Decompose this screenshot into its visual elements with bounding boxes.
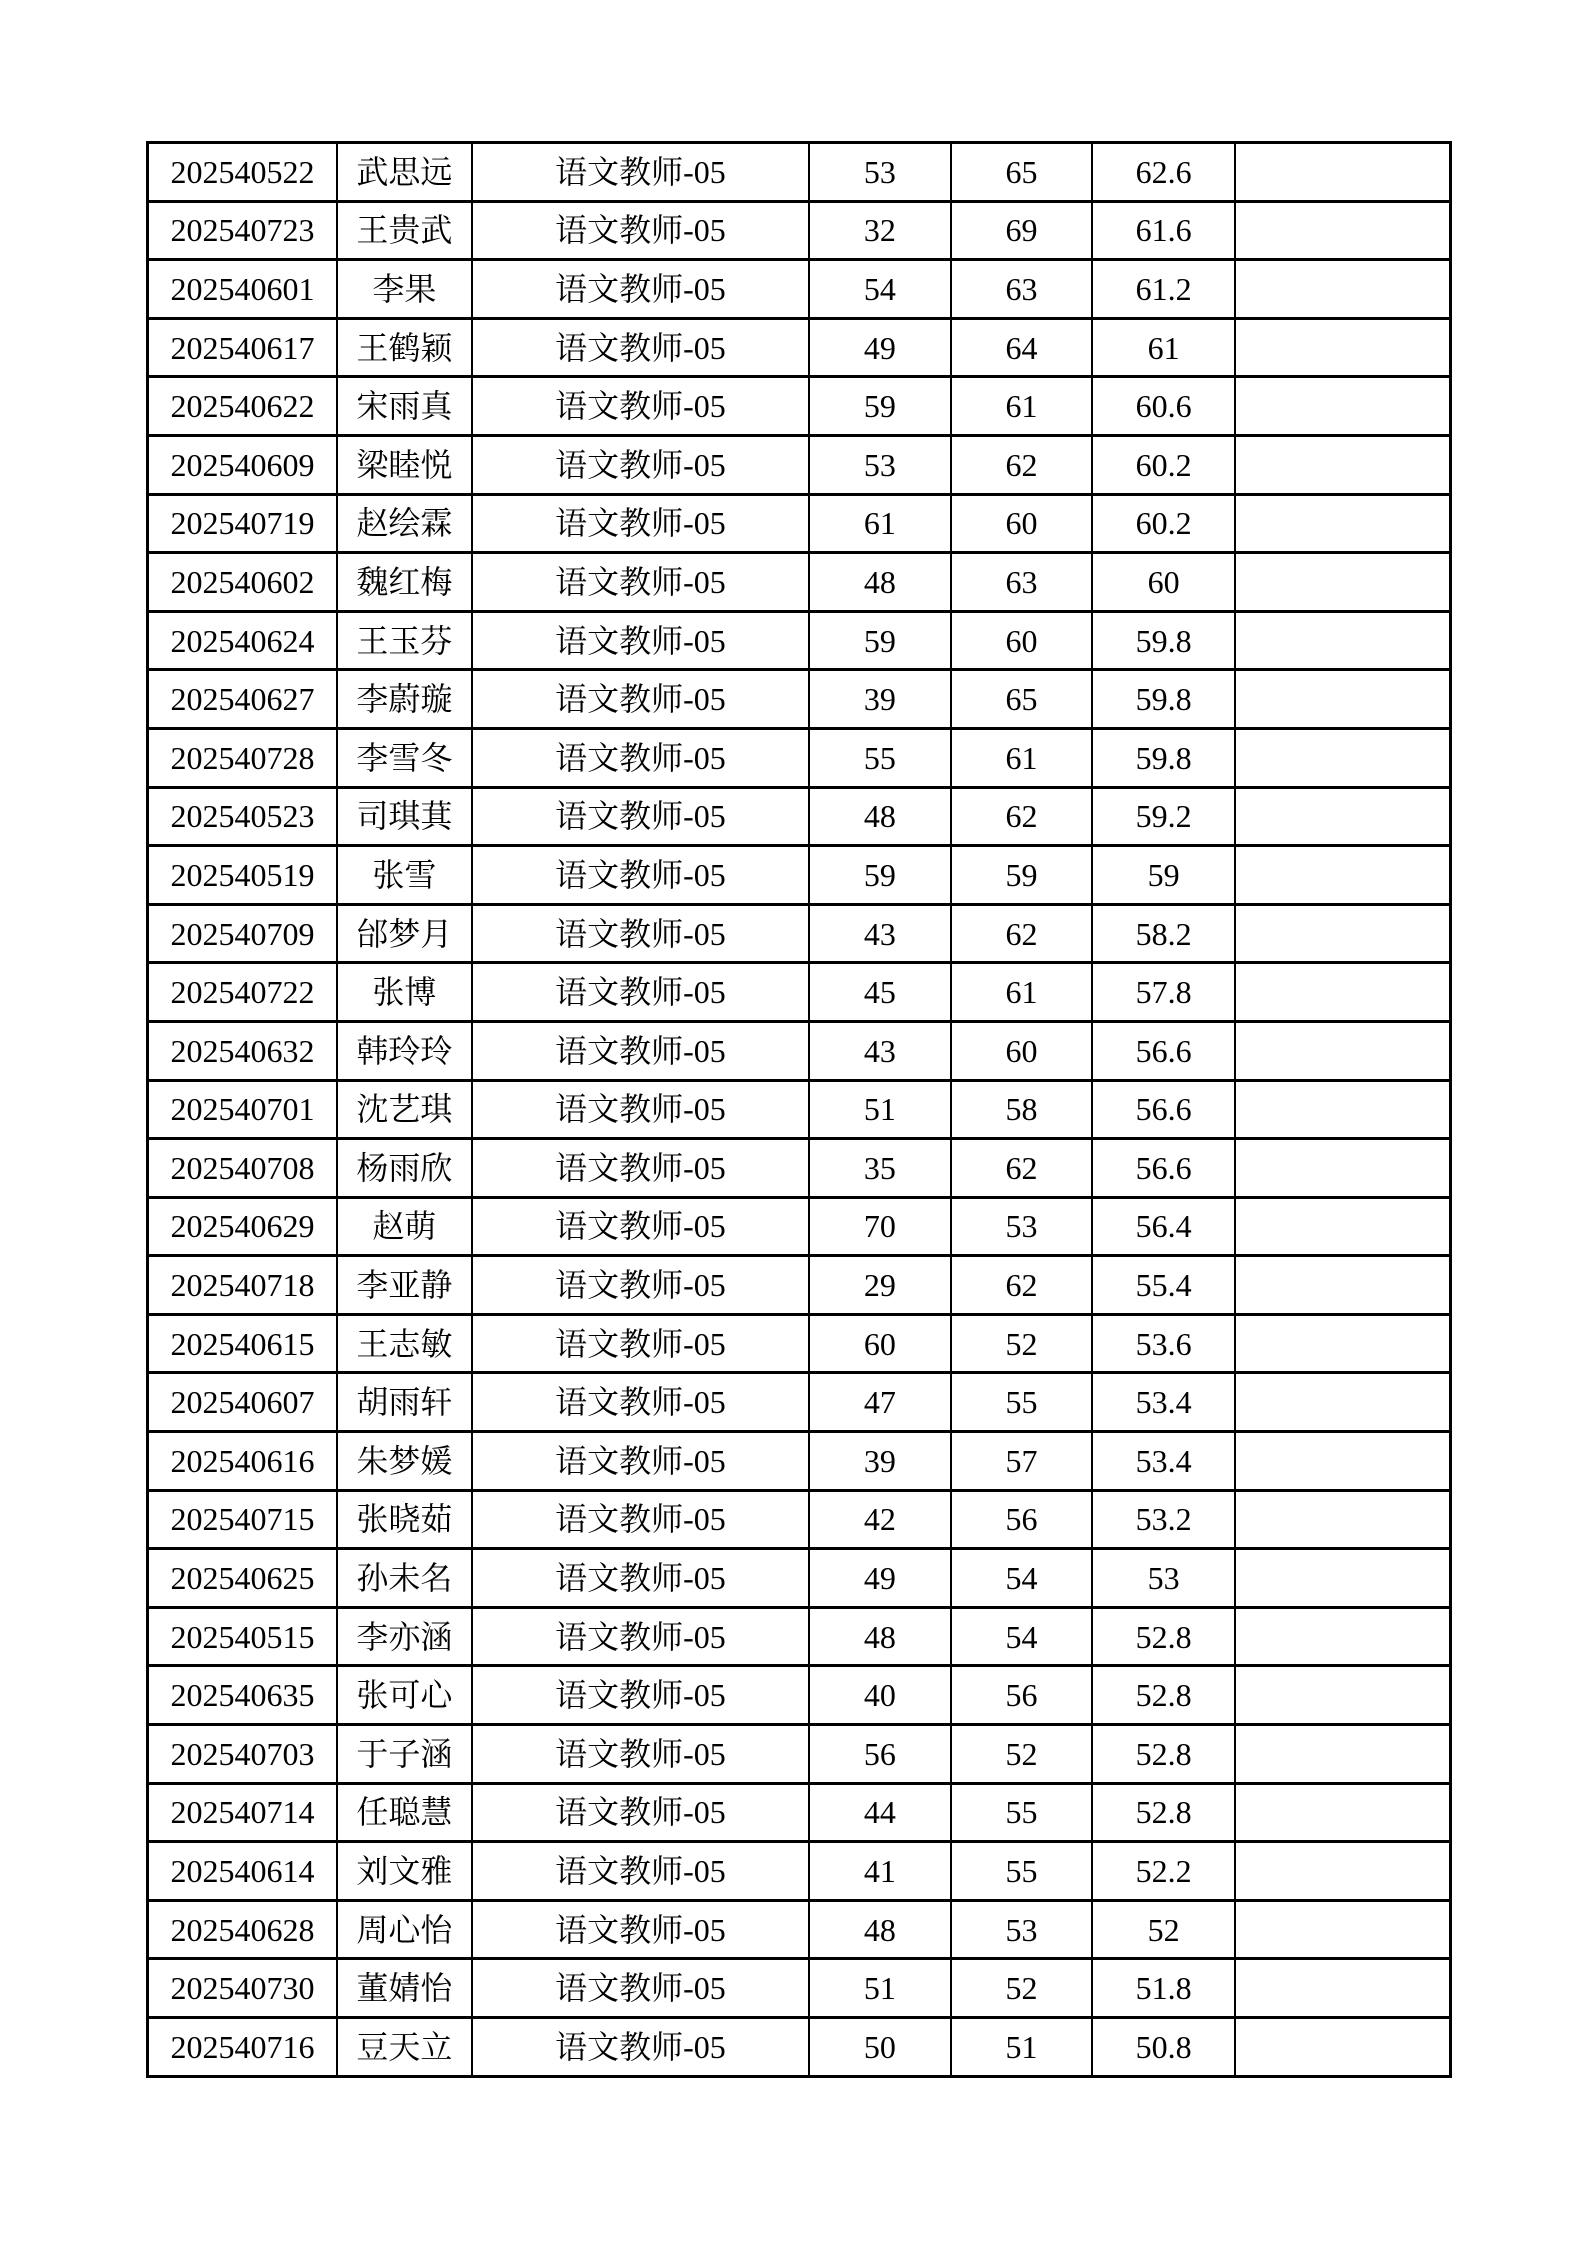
empty-cell	[1235, 1373, 1451, 1432]
position-cell: 语文教师-05	[472, 1432, 809, 1491]
position-cell: 语文教师-05	[472, 1256, 809, 1315]
score-1-cell: 55	[809, 728, 951, 787]
score-1-cell: 51	[809, 1959, 951, 2018]
exam-number-cell: 202540629	[148, 1197, 338, 1256]
empty-cell	[1235, 435, 1451, 494]
exam-number-cell: 202540718	[148, 1256, 338, 1315]
score-3-cell: 61.6	[1092, 201, 1235, 260]
table-row	[148, 1197, 1451, 1256]
table-row	[148, 1432, 1451, 1491]
exam-number-cell: 202540609	[148, 435, 338, 494]
candidate-name-cell: 董婧怡	[337, 1959, 472, 2018]
score-1-cell: 60	[809, 1314, 951, 1373]
position-cell: 语文教师-05	[472, 1314, 809, 1373]
empty-cell	[1235, 1783, 1451, 1842]
empty-cell	[1235, 670, 1451, 729]
score-2-cell: 65	[951, 143, 1093, 202]
score-3-cell: 53	[1092, 1549, 1235, 1608]
score-3-cell: 52.8	[1092, 1666, 1235, 1725]
empty-cell	[1235, 1490, 1451, 1549]
empty-cell	[1235, 1549, 1451, 1608]
position-cell: 语文教师-05	[472, 143, 809, 202]
position-cell: 语文教师-05	[472, 1725, 809, 1784]
table-row	[148, 1783, 1451, 1842]
empty-cell	[1235, 1314, 1451, 1373]
table-row	[148, 904, 1451, 963]
position-cell: 语文教师-05	[472, 1021, 809, 1080]
candidate-name-cell: 李蔚璇	[337, 670, 472, 729]
score-3-cell: 52	[1092, 1900, 1235, 1959]
position-cell: 语文教师-05	[472, 1783, 809, 1842]
exam-number-cell: 202540601	[148, 260, 338, 319]
exam-number-cell: 202540708	[148, 1139, 338, 1198]
score-2-cell: 54	[951, 1607, 1093, 1666]
score-2-cell: 60	[951, 494, 1093, 553]
score-3-cell: 60	[1092, 553, 1235, 612]
position-cell: 语文教师-05	[472, 1197, 809, 1256]
position-cell: 语文教师-05	[472, 260, 809, 319]
score-1-cell: 53	[809, 143, 951, 202]
position-cell: 语文教师-05	[472, 435, 809, 494]
exam-number-cell: 202540632	[148, 1021, 338, 1080]
candidate-name-cell: 张晓茹	[337, 1490, 472, 1549]
score-1-cell: 39	[809, 670, 951, 729]
exam-number-cell: 202540719	[148, 494, 338, 553]
score-3-cell: 52.8	[1092, 1607, 1235, 1666]
table-row	[148, 1666, 1451, 1725]
exam-number-cell: 202540635	[148, 1666, 338, 1725]
position-cell: 语文教师-05	[472, 1842, 809, 1901]
score-1-cell: 54	[809, 260, 951, 319]
position-cell: 语文教师-05	[472, 1607, 809, 1666]
score-2-cell: 69	[951, 201, 1093, 260]
exam-number-cell: 202540614	[148, 1842, 338, 1901]
candidate-name-cell: 刘文雅	[337, 1842, 472, 1901]
candidate-name-cell: 周心怡	[337, 1900, 472, 1959]
score-3-cell: 59.2	[1092, 787, 1235, 846]
score-2-cell: 61	[951, 377, 1093, 436]
candidate-name-cell: 李亚静	[337, 1256, 472, 1315]
candidate-name-cell: 王鹤颖	[337, 318, 472, 377]
empty-cell	[1235, 1021, 1451, 1080]
candidate-name-cell: 梁睦悦	[337, 435, 472, 494]
exam-number-cell: 202540624	[148, 611, 338, 670]
score-1-cell: 56	[809, 1725, 951, 1784]
exam-number-cell: 202540714	[148, 1783, 338, 1842]
table-row	[148, 435, 1451, 494]
candidate-name-cell: 魏红梅	[337, 553, 472, 612]
candidate-name-cell: 宋雨真	[337, 377, 472, 436]
table-row	[148, 1607, 1451, 1666]
score-2-cell: 62	[951, 1139, 1093, 1198]
exam-number-cell: 202540722	[148, 963, 338, 1022]
candidate-name-cell: 豆天立	[337, 2018, 472, 2077]
candidate-name-cell: 李亦涵	[337, 1607, 472, 1666]
exam-number-cell: 202540523	[148, 787, 338, 846]
score-2-cell: 54	[951, 1549, 1093, 1608]
score-3-cell: 53.2	[1092, 1490, 1235, 1549]
position-cell: 语文教师-05	[472, 2018, 809, 2077]
score-3-cell: 56.4	[1092, 1197, 1235, 1256]
position-cell: 语文教师-05	[472, 1490, 809, 1549]
exam-number-cell: 202540716	[148, 2018, 338, 2077]
table-row	[148, 260, 1451, 319]
score-1-cell: 41	[809, 1842, 951, 1901]
position-cell: 语文教师-05	[472, 846, 809, 905]
empty-cell	[1235, 1842, 1451, 1901]
score-2-cell: 60	[951, 1021, 1093, 1080]
score-2-cell: 65	[951, 670, 1093, 729]
candidate-name-cell: 张博	[337, 963, 472, 1022]
empty-cell	[1235, 1432, 1451, 1491]
candidate-name-cell: 沈艺琪	[337, 1080, 472, 1139]
exam-number-cell: 202540615	[148, 1314, 338, 1373]
table-row	[148, 1900, 1451, 1959]
candidate-name-cell: 李雪冬	[337, 728, 472, 787]
position-cell: 语文教师-05	[472, 201, 809, 260]
score-3-cell: 58.2	[1092, 904, 1235, 963]
score-3-cell: 61	[1092, 318, 1235, 377]
table-row	[148, 670, 1451, 729]
table-row	[148, 2018, 1451, 2077]
empty-cell	[1235, 143, 1451, 202]
table-row	[148, 787, 1451, 846]
candidate-name-cell: 赵萌	[337, 1197, 472, 1256]
empty-cell	[1235, 318, 1451, 377]
empty-cell	[1235, 377, 1451, 436]
score-1-cell: 47	[809, 1373, 951, 1432]
score-1-cell: 61	[809, 494, 951, 553]
score-2-cell: 59	[951, 846, 1093, 905]
candidate-name-cell: 于子涵	[337, 1725, 472, 1784]
candidate-name-cell: 王玉芬	[337, 611, 472, 670]
exam-number-cell: 202540627	[148, 670, 338, 729]
position-cell: 语文教师-05	[472, 670, 809, 729]
score-1-cell: 32	[809, 201, 951, 260]
exam-number-cell: 202540701	[148, 1080, 338, 1139]
score-2-cell: 60	[951, 611, 1093, 670]
score-1-cell: 59	[809, 846, 951, 905]
score-1-cell: 40	[809, 1666, 951, 1725]
empty-cell	[1235, 494, 1451, 553]
score-table	[146, 141, 1452, 2078]
candidate-name-cell: 邰梦月	[337, 904, 472, 963]
score-3-cell: 59	[1092, 846, 1235, 905]
position-cell: 语文教师-05	[472, 1959, 809, 2018]
score-1-cell: 39	[809, 1432, 951, 1491]
empty-cell	[1235, 904, 1451, 963]
score-2-cell: 57	[951, 1432, 1093, 1491]
table-row	[148, 494, 1451, 553]
score-3-cell: 60.2	[1092, 494, 1235, 553]
score-2-cell: 53	[951, 1900, 1093, 1959]
position-cell: 语文教师-05	[472, 377, 809, 436]
candidate-name-cell: 赵绘霖	[337, 494, 472, 553]
empty-cell	[1235, 846, 1451, 905]
exam-number-cell: 202540730	[148, 1959, 338, 2018]
candidate-name-cell: 张可心	[337, 1666, 472, 1725]
score-1-cell: 45	[809, 963, 951, 1022]
candidate-name-cell: 韩玲玲	[337, 1021, 472, 1080]
score-2-cell: 63	[951, 260, 1093, 319]
empty-cell	[1235, 1959, 1451, 2018]
score-2-cell: 62	[951, 435, 1093, 494]
table-row	[148, 1256, 1451, 1315]
table-row	[148, 728, 1451, 787]
score-1-cell: 48	[809, 553, 951, 612]
exam-number-cell: 202540607	[148, 1373, 338, 1432]
score-2-cell: 62	[951, 1256, 1093, 1315]
score-3-cell: 56.6	[1092, 1021, 1235, 1080]
score-1-cell: 59	[809, 377, 951, 436]
score-3-cell: 53.4	[1092, 1373, 1235, 1432]
empty-cell	[1235, 1197, 1451, 1256]
score-2-cell: 55	[951, 1783, 1093, 1842]
score-3-cell: 56.6	[1092, 1139, 1235, 1198]
score-3-cell: 52.8	[1092, 1783, 1235, 1842]
candidate-name-cell: 王贵武	[337, 201, 472, 260]
score-1-cell: 35	[809, 1139, 951, 1198]
empty-cell	[1235, 611, 1451, 670]
candidate-name-cell: 任聪慧	[337, 1783, 472, 1842]
score-2-cell: 56	[951, 1666, 1093, 1725]
score-1-cell: 50	[809, 2018, 951, 2077]
table-row	[148, 611, 1451, 670]
table-row	[148, 1373, 1451, 1432]
score-3-cell: 61.2	[1092, 260, 1235, 319]
empty-cell	[1235, 963, 1451, 1022]
score-2-cell: 52	[951, 1314, 1093, 1373]
position-cell: 语文教师-05	[472, 963, 809, 1022]
score-2-cell: 55	[951, 1373, 1093, 1432]
score-2-cell: 61	[951, 728, 1093, 787]
exam-number-cell: 202540628	[148, 1900, 338, 1959]
empty-cell	[1235, 1139, 1451, 1198]
exam-number-cell: 202540703	[148, 1725, 338, 1784]
position-cell: 语文教师-05	[472, 318, 809, 377]
score-3-cell: 51.8	[1092, 1959, 1235, 2018]
exam-number-cell: 202540709	[148, 904, 338, 963]
position-cell: 语文教师-05	[472, 1666, 809, 1725]
exam-number-cell: 202540723	[148, 201, 338, 260]
table-row	[148, 553, 1451, 612]
candidate-name-cell: 孙未名	[337, 1549, 472, 1608]
candidate-name-cell: 杨雨欣	[337, 1139, 472, 1198]
score-3-cell: 52.8	[1092, 1725, 1235, 1784]
exam-number-cell: 202540622	[148, 377, 338, 436]
score-2-cell: 52	[951, 1725, 1093, 1784]
score-1-cell: 43	[809, 1021, 951, 1080]
empty-cell	[1235, 201, 1451, 260]
table-row	[148, 1021, 1451, 1080]
candidate-name-cell: 胡雨轩	[337, 1373, 472, 1432]
table-row	[148, 318, 1451, 377]
candidate-name-cell: 武思远	[337, 143, 472, 202]
score-2-cell: 62	[951, 787, 1093, 846]
score-3-cell: 59.8	[1092, 728, 1235, 787]
score-1-cell: 49	[809, 318, 951, 377]
score-2-cell: 51	[951, 2018, 1093, 2077]
candidate-name-cell: 司琪萁	[337, 787, 472, 846]
score-2-cell: 55	[951, 1842, 1093, 1901]
exam-number-cell: 202540625	[148, 1549, 338, 1608]
score-3-cell: 59.8	[1092, 611, 1235, 670]
exam-number-cell: 202540715	[148, 1490, 338, 1549]
empty-cell	[1235, 260, 1451, 319]
score-2-cell: 63	[951, 553, 1093, 612]
position-cell: 语文教师-05	[472, 1373, 809, 1432]
score-1-cell: 53	[809, 435, 951, 494]
score-3-cell: 60.2	[1092, 435, 1235, 494]
empty-cell	[1235, 1080, 1451, 1139]
position-cell: 语文教师-05	[472, 1139, 809, 1198]
table-row	[148, 377, 1451, 436]
score-2-cell: 58	[951, 1080, 1093, 1139]
score-3-cell: 57.8	[1092, 963, 1235, 1022]
score-3-cell: 53.4	[1092, 1432, 1235, 1491]
position-cell: 语文教师-05	[472, 787, 809, 846]
table-row	[148, 846, 1451, 905]
exam-number-cell: 202540519	[148, 846, 338, 905]
table-row	[148, 201, 1451, 260]
exam-number-cell: 202540617	[148, 318, 338, 377]
exam-number-cell: 202540616	[148, 1432, 338, 1491]
score-1-cell: 51	[809, 1080, 951, 1139]
empty-cell	[1235, 2018, 1451, 2077]
empty-cell	[1235, 1666, 1451, 1725]
score-1-cell: 29	[809, 1256, 951, 1315]
score-1-cell: 70	[809, 1197, 951, 1256]
exam-number-cell: 202540602	[148, 553, 338, 612]
table-row	[148, 143, 1451, 202]
score-3-cell: 62.6	[1092, 143, 1235, 202]
candidate-name-cell: 张雪	[337, 846, 472, 905]
empty-cell	[1235, 728, 1451, 787]
score-3-cell: 59.8	[1092, 670, 1235, 729]
position-cell: 语文教师-05	[472, 494, 809, 553]
empty-cell	[1235, 1900, 1451, 1959]
candidate-name-cell: 李果	[337, 260, 472, 319]
score-2-cell: 53	[951, 1197, 1093, 1256]
table-row	[148, 1549, 1451, 1608]
score-2-cell: 56	[951, 1490, 1093, 1549]
position-cell: 语文教师-05	[472, 904, 809, 963]
score-3-cell: 55.4	[1092, 1256, 1235, 1315]
table-row	[148, 1725, 1451, 1784]
table-row	[148, 1959, 1451, 2018]
score-1-cell: 48	[809, 1900, 951, 1959]
score-3-cell: 53.6	[1092, 1314, 1235, 1373]
score-1-cell: 44	[809, 1783, 951, 1842]
score-2-cell: 62	[951, 904, 1093, 963]
candidate-name-cell: 王志敏	[337, 1314, 472, 1373]
position-cell: 语文教师-05	[472, 1080, 809, 1139]
score-1-cell: 48	[809, 1607, 951, 1666]
score-1-cell: 59	[809, 611, 951, 670]
score-1-cell: 49	[809, 1549, 951, 1608]
score-2-cell: 52	[951, 1959, 1093, 2018]
score-table-body	[148, 143, 1451, 2077]
score-3-cell: 56.6	[1092, 1080, 1235, 1139]
empty-cell	[1235, 1607, 1451, 1666]
candidate-name-cell: 朱梦媛	[337, 1432, 472, 1491]
table-row	[148, 1080, 1451, 1139]
score-2-cell: 61	[951, 963, 1093, 1022]
score-3-cell: 50.8	[1092, 2018, 1235, 2077]
table-row	[148, 1314, 1451, 1373]
table-row	[148, 1490, 1451, 1549]
score-3-cell: 52.2	[1092, 1842, 1235, 1901]
position-cell: 语文教师-05	[472, 553, 809, 612]
score-1-cell: 43	[809, 904, 951, 963]
score-table-sheet	[146, 141, 1452, 2078]
empty-cell	[1235, 1725, 1451, 1784]
score-1-cell: 42	[809, 1490, 951, 1549]
score-1-cell: 48	[809, 787, 951, 846]
score-2-cell: 64	[951, 318, 1093, 377]
exam-number-cell: 202540515	[148, 1607, 338, 1666]
position-cell: 语文教师-05	[472, 1900, 809, 1959]
position-cell: 语文教师-05	[472, 728, 809, 787]
score-3-cell: 60.6	[1092, 377, 1235, 436]
position-cell: 语文教师-05	[472, 611, 809, 670]
exam-number-cell: 202540522	[148, 143, 338, 202]
table-row	[148, 1139, 1451, 1198]
exam-number-cell: 202540728	[148, 728, 338, 787]
empty-cell	[1235, 1256, 1451, 1315]
position-cell: 语文教师-05	[472, 1549, 809, 1608]
table-row	[148, 1842, 1451, 1901]
empty-cell	[1235, 787, 1451, 846]
empty-cell	[1235, 553, 1451, 612]
table-row	[148, 963, 1451, 1022]
